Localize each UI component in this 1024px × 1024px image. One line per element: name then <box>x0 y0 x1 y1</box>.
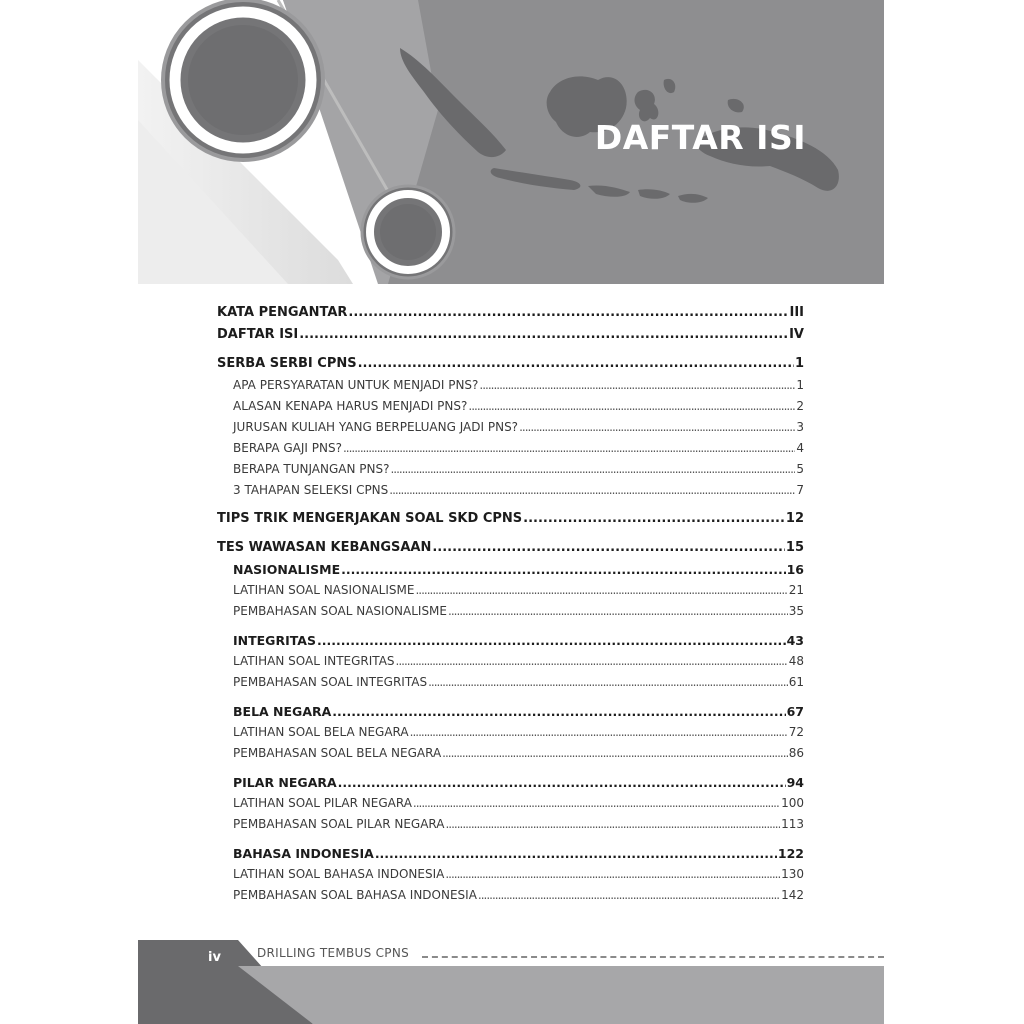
toc-entry-title: BAHASA INDONESIA <box>233 846 374 861</box>
toc-entry <box>217 508 804 530</box>
toc-entry-page: 86 <box>788 746 804 760</box>
toc-entry <box>217 772 804 793</box>
toc-entry <box>217 630 804 651</box>
toc-entry <box>217 885 804 906</box>
toc-entry-page: III <box>789 305 804 320</box>
dot-leader <box>299 324 788 346</box>
toc-entry-title: APA PERSYARATAN UNTUK MENJADI PNS? <box>233 378 479 392</box>
dot-leader <box>343 438 795 459</box>
toc-entry <box>217 743 804 764</box>
dot-leader <box>428 672 788 693</box>
toc-entry-title: PEMBAHASAN SOAL PILAR NEGARA <box>233 817 445 831</box>
toc-entry <box>217 843 804 864</box>
toc-entry-title: LATIHAN SOAL INTEGRITAS <box>233 654 395 668</box>
toc-entry-title: LATIHAN SOAL BELA NEGARA <box>233 725 409 739</box>
toc-entry <box>217 651 804 672</box>
toc-entry-title: SERBA SERBI CPNS <box>217 356 357 371</box>
toc-entry-page: 12 <box>785 511 804 526</box>
dot-leader <box>410 722 788 743</box>
toc-entry-page: IV <box>789 327 804 342</box>
toc-entry-page: 94 <box>786 775 804 790</box>
toc-entry-title: LATIHAN SOAL BAHASA INDONESIA <box>233 867 445 881</box>
toc-entry-title: PEMBAHASAN SOAL INTEGRITAS <box>233 675 428 689</box>
dot-leader <box>445 864 780 885</box>
dot-leader <box>338 772 786 793</box>
toc-entry <box>217 417 804 438</box>
toc-entry-title: TES WAWASAN KEBANGSAAN <box>217 540 432 555</box>
toc-entry-page: 16 <box>786 562 804 577</box>
toc-entry <box>217 793 804 814</box>
dot-leader <box>317 630 786 651</box>
toc-entry-title: DAFTAR ISI <box>217 327 299 342</box>
toc-entry-title: PILAR NEGARA <box>233 775 337 790</box>
toc-entry-page: 100 <box>781 796 804 810</box>
toc-entry-title: BERAPA GAJI PNS? <box>233 441 342 455</box>
toc-entry <box>217 353 804 375</box>
dot-leader <box>519 417 795 438</box>
toc-entry-page: 1 <box>796 378 804 392</box>
toc-entry <box>217 302 804 324</box>
dot-leader <box>442 743 788 764</box>
dot-leader <box>332 701 785 722</box>
dot-leader <box>389 480 795 501</box>
dot-leader <box>478 885 780 906</box>
toc-entry-page: 5 <box>796 462 804 476</box>
toc-entry-title: INTEGRITAS <box>233 633 316 648</box>
toc-entry-title: ALASAN KENAPA HARUS MENJADI PNS? <box>233 399 468 413</box>
dot-leader <box>341 559 785 580</box>
footer-dashed-rule <box>422 956 884 958</box>
toc-entry <box>217 375 804 396</box>
toc-entry <box>217 559 804 580</box>
toc-entry-title: PEMBAHASAN SOAL BAHASA INDONESIA <box>233 888 477 902</box>
dot-leader <box>479 375 795 396</box>
dot-leader <box>415 580 787 601</box>
toc-entry <box>217 324 804 346</box>
page-title: DAFTAR ISI <box>594 118 806 157</box>
toc-entry-title: PEMBAHASAN SOAL NASIONALISME <box>233 604 447 618</box>
toc-entry-title: NASIONALISME <box>233 562 341 577</box>
dot-leader <box>413 793 780 814</box>
page-number: iv <box>208 950 221 965</box>
dot-leader <box>432 537 785 559</box>
toc-entry-title: LATIHAN SOAL NASIONALISME <box>233 583 415 597</box>
toc-entry <box>217 864 804 885</box>
toc-entry-page: 142 <box>781 888 804 902</box>
toc-entry-page: 67 <box>786 704 804 719</box>
toc-entry <box>217 480 804 501</box>
toc-entry-page: 4 <box>796 441 804 455</box>
toc-entry <box>217 701 804 722</box>
toc-entry-title: KATA PENGANTAR <box>217 305 348 320</box>
toc-entry <box>217 601 804 622</box>
toc-entry <box>217 537 804 559</box>
dot-leader <box>448 601 788 622</box>
toc-entry-page: 122 <box>777 846 804 861</box>
toc-entry-page: 7 <box>796 483 804 497</box>
toc-entry <box>217 814 804 835</box>
header-banner <box>138 0 884 284</box>
toc-entry <box>217 580 804 601</box>
dot-leader <box>358 353 794 375</box>
running-title: DRILLING TEMBUS CPNS <box>257 946 410 960</box>
toc-entry-title: JURUSAN KULIAH YANG BERPELUANG JADI PNS? <box>233 420 519 434</box>
toc-entry-page: 35 <box>788 604 804 618</box>
dot-leader <box>523 508 785 530</box>
toc-entry-page: 1 <box>794 356 804 371</box>
toc-entry-page: 113 <box>781 817 804 831</box>
page-footer <box>138 940 884 1024</box>
toc-entry-page: 48 <box>788 654 804 668</box>
toc-entry <box>217 722 804 743</box>
dot-leader <box>375 843 777 864</box>
toc-entry-title: TIPS TRIK MENGERJAKAN SOAL SKD CPNS <box>217 511 523 526</box>
toc-entry-page: 61 <box>788 675 804 689</box>
dot-leader <box>348 302 788 324</box>
toc-entry-title: BELA NEGARA <box>233 704 332 719</box>
toc-entry <box>217 396 804 417</box>
toc-entry-title: PEMBAHASAN SOAL BELA NEGARA <box>233 746 442 760</box>
toc-entry-title: 3 TAHAPAN SELEKSI CPNS <box>233 483 389 497</box>
dot-leader <box>445 814 780 835</box>
toc-entry <box>217 459 804 480</box>
toc-entry-page: 3 <box>796 420 804 434</box>
toc-entry <box>217 672 804 693</box>
toc-entry-title: BERAPA TUNJANGAN PNS? <box>233 462 390 476</box>
toc-entry-title: LATIHAN SOAL PILAR NEGARA <box>233 796 412 810</box>
toc-entry-page: 15 <box>785 540 804 555</box>
book-page <box>138 0 884 1024</box>
table-of-contents <box>217 302 804 906</box>
toc-entry-page: 72 <box>788 725 804 739</box>
dot-leader <box>390 459 795 480</box>
dot-leader <box>468 396 795 417</box>
toc-entry-page: 21 <box>788 583 804 597</box>
toc-entry-page: 2 <box>796 399 804 413</box>
toc-entry-page: 130 <box>781 867 804 881</box>
toc-entry-page: 43 <box>786 633 804 648</box>
footer-graphic <box>138 940 884 1024</box>
dot-leader <box>396 651 788 672</box>
toc-entry <box>217 438 804 459</box>
